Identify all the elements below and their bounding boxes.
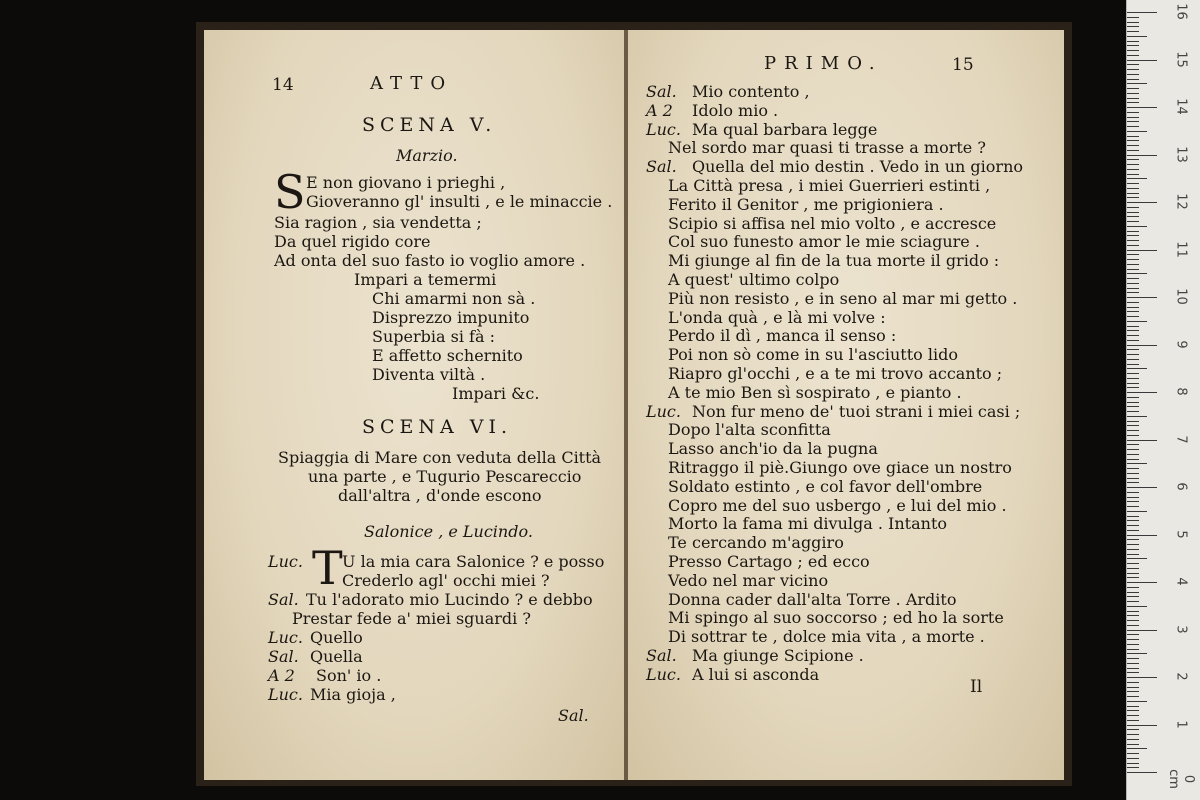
dialogue-line: Ma giunge Scipione .	[692, 646, 864, 665]
ruler-minor-tick	[1127, 383, 1139, 384]
ruler-minor-tick	[1127, 278, 1139, 279]
ruler-minor-tick	[1127, 577, 1139, 578]
ruler-minor-tick	[1127, 41, 1139, 42]
dialogue-line: Poi non sò come in su l'asciutto lido	[668, 345, 958, 365]
dialogue-line: Mi giunge al fin de la tua morte il grido :	[668, 251, 1000, 271]
ruler-minor-tick	[1127, 611, 1139, 612]
ruler-minor-tick	[1127, 45, 1139, 46]
ruler-minor-tick	[1127, 744, 1139, 745]
ruler-minor-tick	[1127, 516, 1139, 517]
speaker-tag: A 2	[646, 100, 673, 120]
ruler-minor-tick	[1127, 501, 1139, 502]
ruler-number: 1	[1173, 719, 1189, 729]
dialogue-line: Quella del mio destin . Vedo in un giorno	[692, 157, 1023, 177]
ruler-minor-tick	[1127, 50, 1139, 51]
ruler-minor-tick	[1127, 169, 1139, 170]
ruler-minor-tick	[1127, 226, 1147, 227]
speaker-tag: Sal.	[268, 647, 299, 666]
ruler-minor-tick	[1127, 79, 1139, 80]
ruler-minor-tick	[1127, 672, 1139, 673]
ruler-minor-tick	[1127, 321, 1147, 322]
ruler-minor-tick	[1127, 136, 1139, 137]
ruler-major-tick	[1127, 725, 1157, 726]
ruler-minor-tick	[1127, 525, 1139, 526]
speaker-tag: Luc.	[646, 119, 681, 139]
ruler-minor-tick	[1127, 254, 1139, 255]
dialogue-line: Idolo mio .	[692, 100, 779, 120]
ruler-minor-tick	[1127, 691, 1139, 692]
ruler-minor-tick	[1127, 620, 1139, 621]
dialogue-line: Dopo l'alta sconfitta	[668, 420, 831, 440]
dialogue-line: Scipio si affisa nel mio volto , e accresce	[668, 213, 997, 233]
dialogue-line: Donna cader dall'alta Torre . Ardito	[668, 589, 957, 609]
dialogue-line: A te mio Ben sì sospirato , e pianto .	[668, 382, 962, 402]
verse-line: Gioveranno gl' insulti , e le minaccie .	[306, 192, 613, 211]
ruler-minor-tick	[1127, 596, 1139, 597]
ruler-minor-tick	[1127, 558, 1147, 559]
ruler-minor-tick	[1127, 539, 1139, 540]
ruler-minor-tick	[1127, 22, 1139, 23]
dialogue-line: Non fur meno de' tuoi strani i miei casi ;	[692, 401, 1021, 421]
ruler-minor-tick	[1127, 520, 1139, 521]
ruler-number: 8	[1173, 387, 1189, 396]
character-list: Salonice , e Lucindo.	[364, 522, 533, 541]
ruler-minor-tick	[1127, 634, 1139, 635]
ruler-number: 12	[1173, 193, 1189, 210]
ruler-minor-tick	[1127, 568, 1139, 569]
ruler-minor-tick	[1127, 506, 1139, 507]
dialogue-line: A quest' ultimo colpo	[668, 270, 840, 289]
ruler-minor-tick	[1127, 587, 1139, 588]
ruler-minor-tick	[1127, 406, 1139, 407]
ruler-minor-tick	[1127, 720, 1139, 721]
measuring-ruler	[1126, 0, 1200, 800]
dialogue-line: Mi spingo al suo soccorso ; ed ho la sorte	[668, 608, 1004, 628]
ruler-minor-tick	[1127, 368, 1147, 369]
speaker-tag: Luc.	[646, 664, 681, 684]
ruler-minor-tick	[1127, 188, 1139, 189]
ruler-minor-tick	[1127, 102, 1139, 103]
ruler-major-tick	[1127, 630, 1157, 631]
ruler-minor-tick	[1127, 411, 1139, 412]
ruler-minor-tick	[1127, 193, 1139, 194]
verse-line: Sia ragion , sia vendetta ;	[274, 213, 482, 232]
catchword: Il	[970, 677, 983, 697]
ruler-minor-tick	[1127, 606, 1147, 607]
ruler-minor-tick	[1127, 468, 1139, 469]
page-number: 14	[272, 75, 294, 95]
ruler-minor-tick	[1127, 288, 1139, 289]
dialogue-line: Col suo funesto amor le mie sciagure .	[668, 232, 980, 252]
dialogue-line: Ritraggo il piè.Giungo ove giace un nostro	[668, 458, 1012, 477]
verse-line: Superbia si fà :	[372, 327, 495, 346]
ruler-minor-tick	[1127, 639, 1139, 640]
ruler-minor-tick	[1127, 150, 1139, 151]
ruler-minor-tick	[1127, 402, 1139, 403]
ruler-minor-tick	[1127, 734, 1139, 735]
speaker-tag: A 2	[268, 666, 295, 685]
ruler-minor-tick	[1127, 145, 1139, 146]
ruler-minor-tick	[1127, 625, 1139, 626]
ruler-minor-tick	[1127, 663, 1139, 664]
ruler-minor-tick	[1127, 207, 1139, 208]
ruler-minor-tick	[1127, 454, 1139, 455]
verse-line: Impari &c.	[452, 384, 540, 403]
ruler-minor-tick	[1127, 615, 1139, 616]
verse-line: Diventa viltà .	[372, 365, 486, 384]
ruler-minor-tick	[1127, 349, 1139, 350]
ruler-number: 9	[1173, 339, 1189, 349]
ruler-minor-tick	[1127, 273, 1147, 274]
ruler-minor-tick	[1127, 178, 1147, 179]
ruler-minor-tick	[1127, 416, 1147, 417]
verse-line: Ad onta del suo fasto io voglio amore .	[274, 251, 586, 270]
ruler-minor-tick	[1127, 269, 1139, 270]
ruler-minor-tick	[1127, 687, 1139, 688]
ruler-minor-tick	[1127, 88, 1139, 89]
ruler-minor-tick	[1127, 753, 1139, 754]
ruler-minor-tick	[1127, 240, 1139, 241]
ruler-number: 7	[1173, 434, 1189, 444]
drop-cap: S	[274, 165, 306, 219]
speaker-tag: Sal.	[646, 646, 677, 665]
ruler-number: 0 cm	[1166, 769, 1196, 789]
ruler-minor-tick	[1127, 748, 1147, 749]
dialogue-line: Presso Cartago ; ed ecco	[668, 552, 870, 571]
speaker-tag: Luc.	[268, 628, 303, 647]
dialogue-line: Prestar fede a' miei sguardi ?	[292, 609, 531, 628]
ruler-minor-tick	[1127, 573, 1139, 574]
ruler-minor-tick	[1127, 17, 1139, 18]
ruler-minor-tick	[1127, 421, 1139, 422]
ruler-minor-tick	[1127, 449, 1139, 450]
ruler-minor-tick	[1127, 682, 1139, 683]
ruler-minor-tick	[1127, 473, 1139, 474]
ruler-minor-tick	[1127, 212, 1139, 213]
ruler-minor-tick	[1127, 644, 1139, 645]
ruler-minor-tick	[1127, 710, 1139, 711]
dialogue-line: L'onda quà , e là mi volve :	[668, 307, 886, 327]
ruler-major-tick	[1127, 202, 1157, 203]
dialogue-line: Nel sordo mar quasi ti trasse a morte ?	[668, 138, 986, 158]
ruler-minor-tick	[1127, 121, 1139, 122]
dialogue-line: Più non resisto , e in seno al mar mi getto .	[668, 288, 1018, 308]
scene-title: SCENA VI.	[362, 416, 513, 438]
ruler-major-tick	[1127, 297, 1157, 298]
ruler-minor-tick	[1127, 221, 1139, 222]
ruler-minor-tick	[1127, 364, 1139, 365]
ruler-minor-tick	[1127, 112, 1139, 113]
ruler-minor-tick	[1127, 26, 1139, 27]
ruler-minor-tick	[1127, 549, 1139, 550]
running-head: PRIMO.	[764, 53, 883, 74]
ruler-minor-tick	[1127, 482, 1139, 483]
ruler-major-tick	[1127, 535, 1157, 536]
ruler-minor-tick	[1127, 544, 1139, 545]
ruler-minor-tick	[1127, 435, 1139, 436]
ruler-minor-tick	[1127, 69, 1139, 70]
speaker-tag: Luc.	[268, 685, 303, 704]
ruler-minor-tick	[1127, 36, 1147, 37]
right-page	[628, 30, 1064, 780]
catchword: Sal.	[558, 706, 589, 725]
ruler-number: 2	[1173, 672, 1189, 681]
ruler-major-tick	[1127, 250, 1157, 251]
ruler-minor-tick	[1127, 359, 1139, 360]
drop-cap: T	[312, 541, 343, 595]
ruler-minor-tick	[1127, 696, 1139, 697]
ruler-minor-tick	[1127, 563, 1139, 564]
ruler-minor-tick	[1127, 444, 1139, 445]
ruler-minor-tick	[1127, 283, 1139, 284]
scene-title: SCENA V.	[362, 114, 497, 136]
open-book	[196, 22, 1072, 786]
ruler-major-tick	[1127, 345, 1157, 346]
ruler-minor-tick	[1127, 98, 1139, 99]
scene-setting: Spiaggia di Mare con veduta della Città	[278, 448, 602, 467]
ruler-minor-tick	[1127, 307, 1139, 308]
dialogue-line: La Città presa , i miei Guerrieri estinti ,	[668, 176, 991, 195]
ruler-minor-tick	[1127, 302, 1139, 303]
ruler-number: 4	[1173, 577, 1189, 586]
ruler-minor-tick	[1127, 335, 1139, 336]
ruler-minor-tick	[1127, 397, 1139, 398]
ruler-minor-tick	[1127, 763, 1139, 764]
dialogue-line: A lui si asconda	[692, 664, 820, 684]
ruler-minor-tick	[1127, 758, 1139, 759]
ruler-minor-tick	[1127, 592, 1139, 593]
ruler-major-tick	[1127, 107, 1157, 108]
ruler-major-tick	[1127, 582, 1157, 583]
left-page	[204, 30, 624, 780]
ruler-minor-tick	[1127, 126, 1139, 127]
ruler-minor-tick	[1127, 216, 1139, 217]
dialogue-line: Son' io .	[316, 666, 382, 685]
dialogue-line: Te cercando m'aggiro	[668, 533, 844, 553]
dialogue-line: Tu l'adorato mio Lucindo ? e debbo	[306, 590, 593, 609]
ruler-major-tick	[1127, 12, 1157, 13]
ruler-minor-tick	[1127, 140, 1139, 141]
verse-line: E affetto schernito	[372, 346, 523, 365]
ruler-number: 6	[1173, 482, 1189, 491]
ruler-minor-tick	[1127, 701, 1147, 702]
ruler-minor-tick	[1127, 235, 1139, 236]
ruler-number: 13	[1173, 145, 1189, 163]
ruler-minor-tick	[1127, 554, 1139, 555]
ruler-minor-tick	[1127, 340, 1139, 341]
ruler-minor-tick	[1127, 354, 1139, 355]
ruler-minor-tick	[1127, 430, 1139, 431]
scene-setting: dall'altra , d'onde escono	[338, 486, 542, 505]
ruler-minor-tick	[1127, 183, 1139, 184]
ruler-minor-tick	[1127, 373, 1139, 374]
ruler-minor-tick	[1127, 767, 1139, 768]
ruler-minor-tick	[1127, 74, 1139, 75]
dialogue-line: Copro me del suo usbergo , e lui del mio .	[668, 495, 1007, 515]
verse-line: Disprezzo impunito	[372, 308, 530, 327]
speaker-tag: Luc.	[646, 401, 681, 421]
verse-line: Da quel rigido core	[274, 232, 431, 251]
ruler-minor-tick	[1127, 31, 1139, 32]
verse-line: Impari a temermi	[354, 270, 497, 289]
ruler-number: 10	[1173, 288, 1189, 305]
ruler-minor-tick	[1127, 706, 1139, 707]
ruler-minor-tick	[1127, 601, 1139, 602]
ruler-major-tick	[1127, 677, 1157, 678]
ruler-minor-tick	[1127, 93, 1139, 94]
ruler-minor-tick	[1127, 463, 1147, 464]
verse-line: E non giovano i prieghi ,	[306, 173, 506, 192]
ruler-minor-tick	[1127, 387, 1139, 388]
ruler-minor-tick	[1127, 739, 1139, 740]
dialogue-line: U la mia cara Salonice ? e posso	[342, 552, 605, 571]
scene-setting: una parte , e Tugurio Pescareccio	[308, 467, 582, 486]
ruler-minor-tick	[1127, 425, 1139, 426]
dialogue-line: Morto la fama mi divulga . Intanto	[668, 514, 948, 534]
ruler-minor-tick	[1127, 378, 1139, 379]
dialogue-line: Ferito il Genitor , me prigioniera .	[668, 194, 944, 214]
ruler-number: 14	[1173, 98, 1189, 115]
ruler-major-tick	[1127, 155, 1157, 156]
dialogue-line: Lasso anch'io da la pugna	[668, 439, 878, 459]
dialogue-line: Riapro gl'occhi , e a te mi trovo accanto ;	[668, 364, 1003, 383]
ruler-minor-tick	[1127, 83, 1147, 84]
ruler-number: 15	[1173, 50, 1189, 68]
ruler-minor-tick	[1127, 459, 1139, 460]
ruler-minor-tick	[1127, 729, 1139, 730]
running-head: ATTO	[370, 73, 454, 94]
ruler-minor-tick	[1127, 653, 1147, 654]
ruler-minor-tick	[1127, 197, 1139, 198]
ruler-number: 5	[1173, 529, 1189, 539]
ruler-major-tick	[1127, 60, 1157, 61]
ruler-minor-tick	[1127, 131, 1147, 132]
ruler-minor-tick	[1127, 326, 1139, 327]
ruler-minor-tick	[1127, 316, 1139, 317]
dialogue-line: Vedo nel mar vicino	[668, 570, 829, 590]
ruler-minor-tick	[1127, 164, 1139, 165]
ruler-minor-tick	[1127, 311, 1139, 312]
ruler-minor-tick	[1127, 55, 1139, 56]
page-number: 15	[952, 55, 974, 75]
ruler-minor-tick	[1127, 159, 1139, 160]
ruler-minor-tick	[1127, 668, 1139, 669]
ruler-minor-tick	[1127, 497, 1139, 498]
speaker-tag: Sal.	[268, 590, 299, 609]
ruler-major-tick	[1127, 440, 1157, 441]
ruler-minor-tick	[1127, 264, 1139, 265]
ruler-minor-tick	[1127, 492, 1139, 493]
ruler-number: 11	[1173, 240, 1189, 258]
dialogue-line: Mio contento ,	[692, 82, 810, 101]
ruler-minor-tick	[1127, 259, 1139, 260]
ruler-minor-tick	[1127, 174, 1139, 175]
dialogue-line: Di sottrar te , dolce mia vita , a morte .	[668, 627, 985, 647]
speaker-tag: Sal.	[646, 82, 677, 101]
dialogue-line: Ma qual barbara legge	[692, 119, 878, 139]
dialogue-line: Quella	[310, 647, 363, 666]
ruler-number: 3	[1173, 624, 1189, 634]
ruler-minor-tick	[1127, 658, 1139, 659]
speaker-tag: Sal.	[646, 157, 677, 177]
ruler-number: 16	[1173, 3, 1189, 20]
ruler-minor-tick	[1127, 330, 1139, 331]
dialogue-line: Perdo il dì , manca il senso :	[668, 326, 897, 346]
dialogue-line: Mia gioja ,	[310, 685, 396, 704]
dialogue-line: Soldato estinto , e col favor dell'ombre	[668, 476, 983, 496]
dialogue-line: Quello	[310, 628, 363, 647]
speaker-tag: Luc.	[268, 552, 303, 571]
ruler-major-tick	[1127, 487, 1157, 488]
ruler-minor-tick	[1127, 231, 1139, 232]
ruler-minor-tick	[1127, 64, 1139, 65]
ruler-minor-tick	[1127, 649, 1139, 650]
ruler-minor-tick	[1127, 292, 1139, 293]
ruler-major-tick	[1127, 772, 1157, 773]
ruler-minor-tick	[1127, 245, 1139, 246]
ruler-minor-tick	[1127, 530, 1139, 531]
dialogue-line: Crederlo agl' occhi miei ?	[342, 571, 550, 590]
ruler-major-tick	[1127, 392, 1157, 393]
verse-line: Chi amarmi non sà .	[372, 289, 536, 308]
ruler-minor-tick	[1127, 511, 1147, 512]
ruler-minor-tick	[1127, 715, 1139, 716]
character-name: Marzio.	[396, 146, 458, 165]
ruler-minor-tick	[1127, 478, 1139, 479]
ruler-minor-tick	[1127, 117, 1139, 118]
